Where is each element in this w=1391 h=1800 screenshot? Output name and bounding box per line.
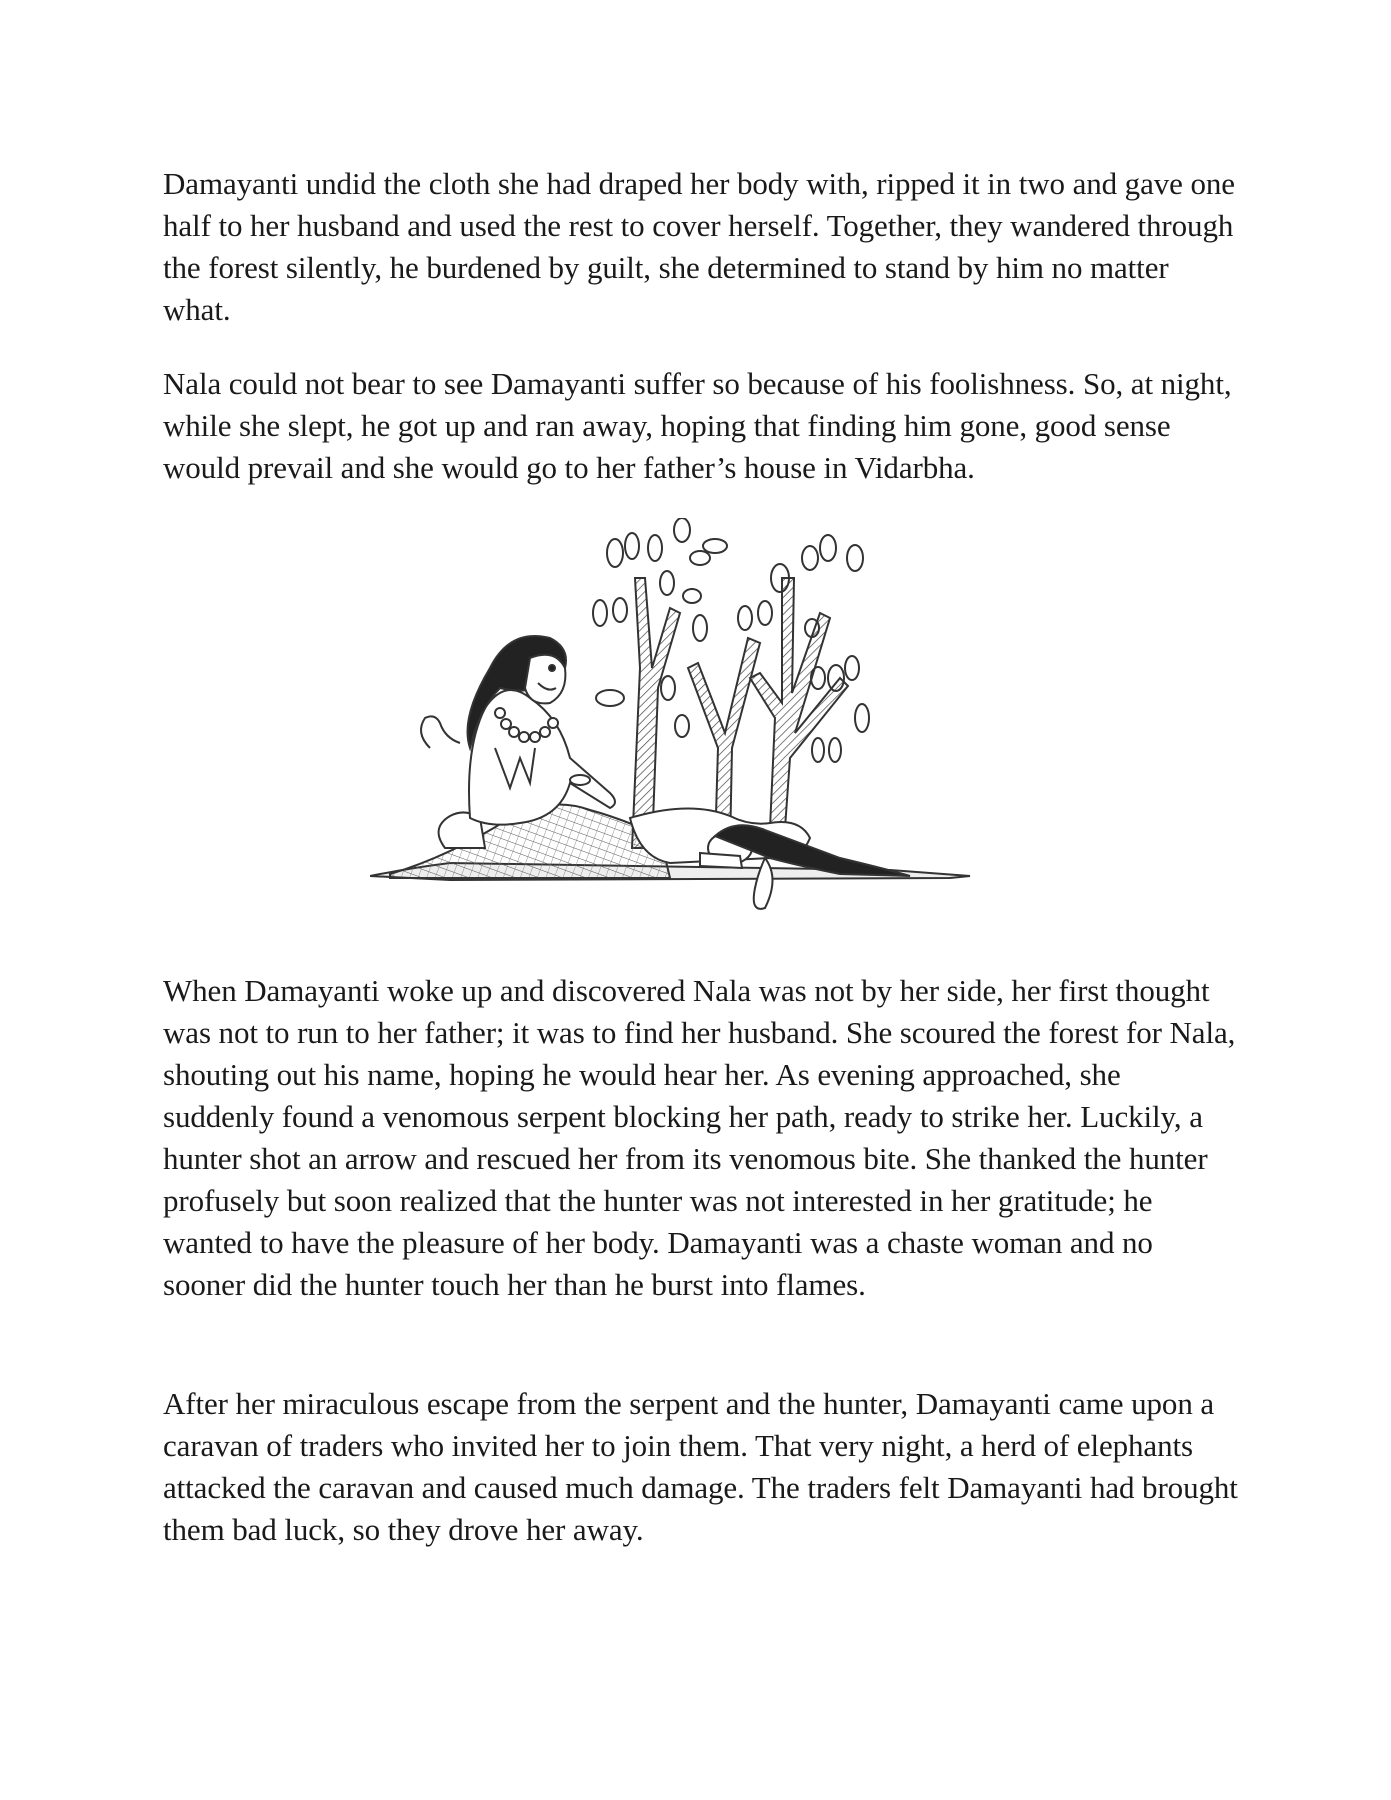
paragraph-2: Nala could not bear to see Damayanti suffer so because of his foolishness. So, at night, while she slept, he got up and ran away, hoping that finding him gone, good sense would prevail and she would go to her father’s house in Vidarbha. [163, 366, 1232, 485]
paragraph-1: Damayanti undid the cloth she had draped her body with, ripped it in two and gave one half to her husband and used the rest to cover herself. Together, they wandered through the forest silently, he burdened by guilt, she determined to stand by him no matter what. [163, 166, 1235, 327]
illustration-nala-leaving-damayanti [370, 518, 1020, 938]
tree-right [750, 578, 848, 828]
sleeping-damayanti [630, 808, 910, 908]
paragraph-3: When Damayanti woke up and discovered Nala was not by her side, her first thought was not to run to her father; it was to find her husband. She scoured the forest for Nala, shouting out his name, hoping he would hear her. As evening approached, she suddenly found a venomous serpent blocking her path, ready to strike her. Luckily, a hunter shot an arrow and rescued her from its venomous bite. She thanked the hunter profusely but soon realized that the hunter was not interested in her gratitude; he wanted to have the pleasure of her body. Damayanti was a chaste woman and no sooner did the hunter touch her than he burst into flames. [163, 973, 1236, 1302]
tree-left [632, 578, 680, 848]
paragraph-4: After her miraculous escape from the serpent and the hunter, Damayanti came upon a caravan of traders who invited her to join them. That very night, a herd of elephants attacked the caravan and caused much damage. The traders felt Damayanti had brought them bad luck, so they drove her away. [163, 1386, 1238, 1547]
